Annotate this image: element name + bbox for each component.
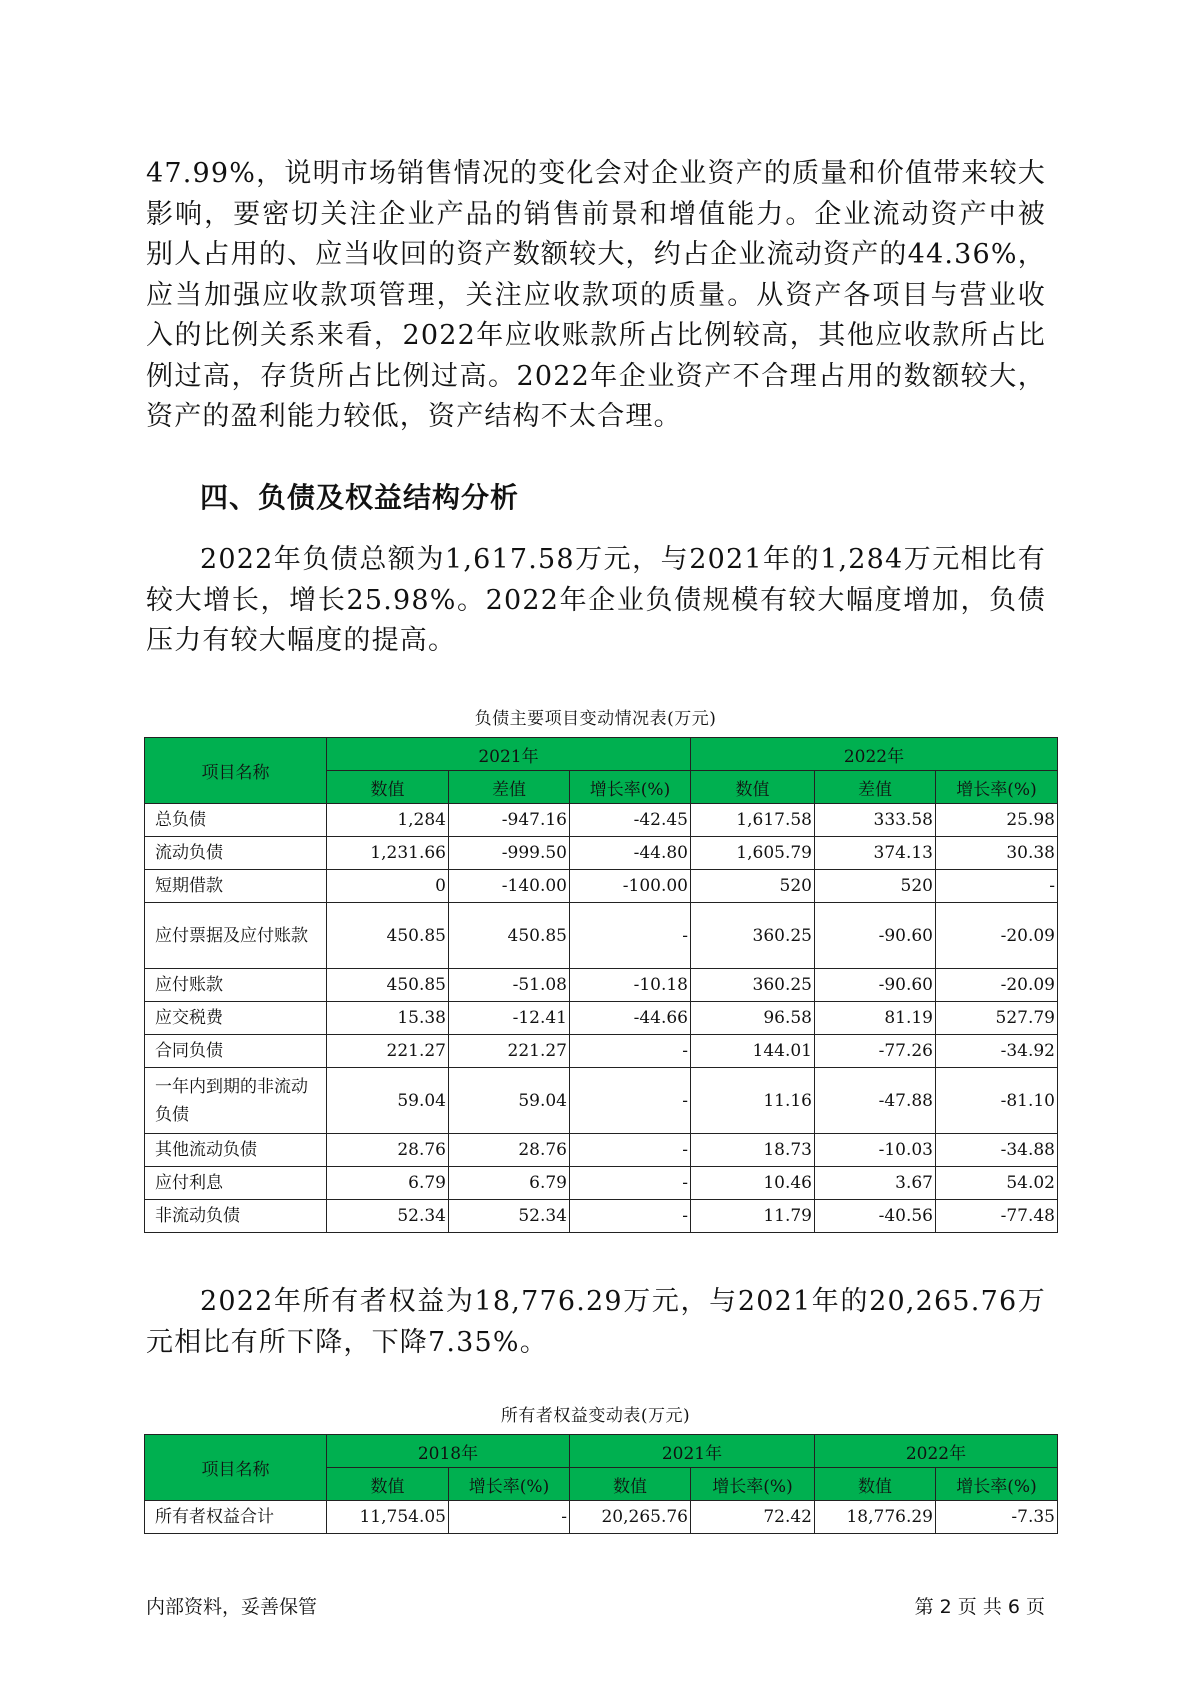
table-cell: 18,776.29 [815,1501,936,1534]
table-cell: -34.92 [936,1035,1058,1068]
table-cell: 374.13 [815,837,936,870]
table-cell: -20.09 [936,969,1058,1002]
table-cell: -77.26 [815,1035,936,1068]
table-cell: 11,754.05 [327,1501,449,1534]
section-heading: 四、负债及权益结构分析 [200,481,520,514]
table-cell: 59.04 [327,1068,449,1134]
table-cell: - [570,1068,691,1134]
table-cell: -140.00 [449,870,570,903]
footer-confidential-note: 内部资料，妥善保管 [146,1596,318,1618]
table-row [145,1068,1058,1134]
table-cell: 52.34 [327,1200,449,1233]
table2-caption: 所有者权益变动表(万元) [500,1406,691,1426]
table-row [145,1134,1058,1167]
column-header: 数值 [327,771,449,804]
row-label: 应交税费 [145,1002,327,1035]
table-cell: - [936,870,1058,903]
table-cell: - [570,1200,691,1233]
year-header: 2021年 [327,738,691,771]
table-cell: - [570,1035,691,1068]
table-cell: 450.85 [327,903,449,969]
table-cell: -47.88 [815,1068,936,1134]
table-cell: 11.16 [691,1068,815,1134]
table-cell: - [570,1167,691,1200]
liability-table [144,737,1058,1233]
table-cell: 360.25 [691,903,815,969]
column-header: 差值 [815,771,936,804]
table-cell: 10.46 [691,1167,815,1200]
table-cell: 333.58 [815,804,936,837]
column-header: 数值 [815,1468,936,1501]
row-label: 流动负债 [145,837,327,870]
footer-page-number: 第 2 页 共 6 页 [914,1596,1045,1618]
table-cell: 3.67 [815,1167,936,1200]
table-row [145,1035,1058,1068]
table-cell: 0 [327,870,449,903]
year-header: 2018年 [327,1435,570,1468]
item-name-header: 项目名称 [145,1435,327,1501]
table-cell: -44.80 [570,837,691,870]
year-header: 2021年 [570,1435,815,1468]
table-row [145,1501,1058,1534]
table-cell: -44.66 [570,1002,691,1035]
table-cell: 1,605.79 [691,837,815,870]
table-cell: 54.02 [936,1167,1058,1200]
table-cell: 15.38 [327,1002,449,1035]
table-cell: 450.85 [449,903,570,969]
table-cell: 59.04 [449,1068,570,1134]
table-cell: 25.98 [936,804,1058,837]
equity-table [144,1434,1058,1534]
paragraph-asset-analysis: 47.99%，说明市场销售情况的变化会对企业资产的质量和价值带来较大影响，要密切关注企业产品的销售前景和增值能力。企业流动资产中被别人占用的、应当收回的资产数额较大，约占企业流动资产的44.36%，应当加强应收款项管理，关注应收款项的质量。从资产各项目与营业收入的比例关系来看，2022年应收账款所占比例较高，其他应收款所占比例过高，存货所占比例过高。2022年企业资产不合理占用的数额较大，资产的盈利能力较低，资产结构不太合理。 [146,158,1046,432]
row-label: 应付票据及应付账款 [145,903,327,969]
column-header: 增长率(%) [936,1468,1058,1501]
table-cell: 28.76 [449,1134,570,1167]
table-row [145,837,1058,870]
table-cell: -90.60 [815,903,936,969]
table-row [145,969,1058,1002]
row-label: 总负债 [145,804,327,837]
table-cell: -90.60 [815,969,936,1002]
table-row [145,870,1058,903]
table-cell: -81.10 [936,1068,1058,1134]
column-header: 数值 [570,1468,691,1501]
table-cell: 221.27 [327,1035,449,1068]
table-row [145,903,1058,969]
row-label: 一年内到期的非流动负债 [145,1068,327,1134]
table-cell: 1,617.58 [691,804,815,837]
column-header: 增长率(%) [936,771,1058,804]
column-header: 差值 [449,771,570,804]
row-label: 短期借款 [145,870,327,903]
table-cell: 11.79 [691,1200,815,1233]
table-cell: 6.79 [327,1167,449,1200]
row-label: 应付利息 [145,1167,327,1200]
table-cell: -40.56 [815,1200,936,1233]
table-cell: 52.34 [449,1200,570,1233]
table-cell: 28.76 [327,1134,449,1167]
item-name-header: 项目名称 [145,738,327,804]
table-cell: 450.85 [327,969,449,1002]
table-cell: 20,265.76 [570,1501,691,1534]
paragraph-liability-summary: 2022年负债总额为1,617.58万元，与2021年的1,284万元相比有较大增长，增长25.98%。2022年企业负债规模有较大幅度增加，负债压力有较大幅度的提高。 [146,544,1046,656]
table-cell: 1,284 [327,804,449,837]
table-cell: - [570,1134,691,1167]
table-cell: -10.18 [570,969,691,1002]
table-cell: -34.88 [936,1134,1058,1167]
table-cell: 72.42 [691,1501,815,1534]
year-header: 2022年 [691,738,1058,771]
row-label: 合同负债 [145,1035,327,1068]
table-cell: 6.79 [449,1167,570,1200]
table-row [145,804,1058,837]
row-label: 所有者权益合计 [145,1501,327,1534]
paragraph-equity-summary: 2022年所有者权益为18,776.29万元，与2021年的20,265.76万元相比有所下降，下降7.35%。 [146,1286,1046,1358]
row-label: 应付账款 [145,969,327,1002]
table-cell: -999.50 [449,837,570,870]
table-cell: -10.03 [815,1134,936,1167]
table-cell: 520 [815,870,936,903]
column-header: 增长率(%) [691,1468,815,1501]
table-cell: 81.19 [815,1002,936,1035]
table-cell: 360.25 [691,969,815,1002]
table-cell: -7.35 [936,1501,1058,1534]
table-cell: 1,231.66 [327,837,449,870]
table-row [145,1200,1058,1233]
table-cell: 30.38 [936,837,1058,870]
row-label: 非流动负债 [145,1200,327,1233]
table-cell: -20.09 [936,903,1058,969]
table1-caption: 负债主要项目变动情况表(万元) [474,709,717,729]
column-header: 增长率(%) [570,771,691,804]
column-header: 数值 [327,1468,449,1501]
table-cell: -12.41 [449,1002,570,1035]
table-cell: -51.08 [449,969,570,1002]
row-label: 其他流动负债 [145,1134,327,1167]
table-cell: - [570,903,691,969]
table-cell: -947.16 [449,804,570,837]
table-cell: 144.01 [691,1035,815,1068]
table-row [145,1167,1058,1200]
column-header: 数值 [691,771,815,804]
column-header: 增长率(%) [449,1468,570,1501]
table-cell: 520 [691,870,815,903]
table-cell: -42.45 [570,804,691,837]
table-cell: -77.48 [936,1200,1058,1233]
table-cell: 96.58 [691,1002,815,1035]
year-header: 2022年 [815,1435,1058,1468]
table-row [145,1002,1058,1035]
table-cell: 527.79 [936,1002,1058,1035]
table-cell: 221.27 [449,1035,570,1068]
table-cell: -100.00 [570,870,691,903]
table-cell: 18.73 [691,1134,815,1167]
table-cell: - [449,1501,570,1534]
